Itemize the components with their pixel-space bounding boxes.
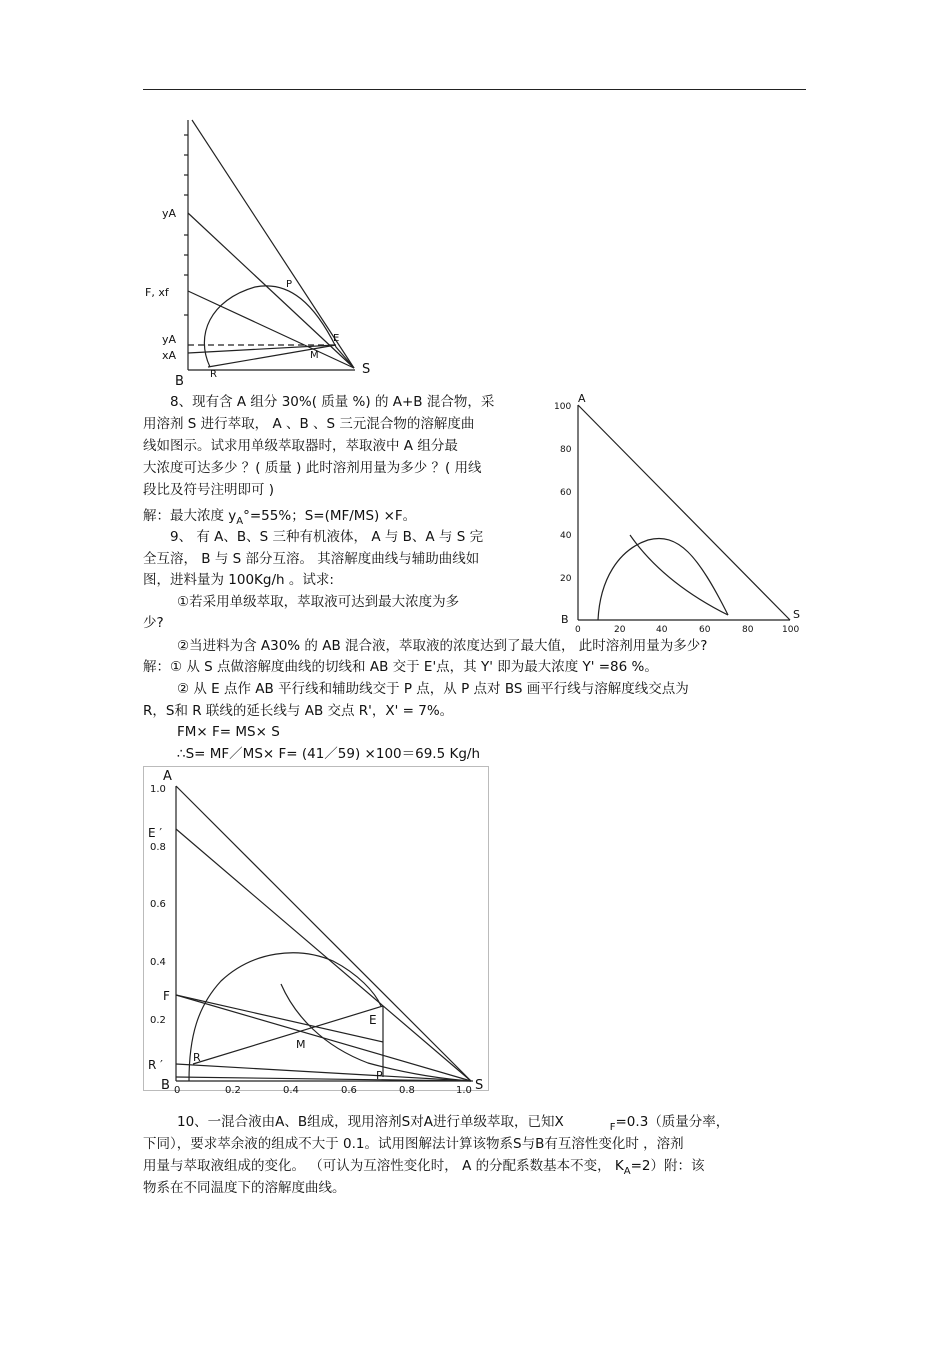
fig3-xtick-0.8: 0.8 (399, 1085, 415, 1096)
fig2-ytick-40: 40 (560, 531, 572, 541)
q9-line-9: R，S和 R 联线的延长线与 AB 交点 R'，X' = 7%。 (143, 703, 454, 719)
fig2-hypotenuse (578, 405, 790, 620)
fig3-xtick-0: 0 (174, 1085, 181, 1096)
q9-line-11: ∴S= MF／MS× F= (41／59) ×100＝69.5 Kg/h (177, 746, 480, 762)
fig3-xtick-0.2: 0.2 (225, 1085, 241, 1096)
fig2-xtick-0: 0 (575, 625, 581, 635)
fig2-ytick-20: 20 (560, 574, 572, 584)
figure-2-triangle-diagram (548, 390, 810, 635)
fig2-ytick-100: 100 (554, 402, 572, 412)
q10-line-2: 下同），要求萃余液的组成不大于 0.1。试用图解法计算该物系S与B有互溶性变化时 ，溶剂 (143, 1136, 684, 1152)
q10-line-1-text: 10、一混合液由A、B组成，现用溶剂S对A进行单级萃取，已知X (177, 1114, 564, 1130)
fig3-ytick-0.8: 0.8 (150, 842, 166, 853)
fig2-xtick-20: 20 (614, 625, 626, 635)
figure-1-extraction-diagram (140, 115, 380, 390)
fig3-label-A: A (163, 769, 172, 784)
q8-line-4: 大浓度可达多少 ？( 质量 ) 此时溶剂用量为多少 ？( 用线 (143, 460, 482, 476)
fig3-label-E-prime: E ′ (148, 826, 163, 840)
q8-line-5: 段比及符号注明即可 ) (143, 482, 275, 498)
fig3-xtick-0.6: 0.6 (341, 1085, 357, 1096)
fig3-auxiliary-curve (281, 984, 471, 1081)
q10-line-1 (177, 1112, 729, 1134)
fig3-solubility-curve (189, 953, 381, 1081)
fig2-xtick-40: 40 (656, 625, 668, 635)
fig2-ytick-60: 60 (560, 488, 572, 498)
q9-line-7: 解：① 从 S 点做溶解度曲线的切线和 AB 交于 E'点，其 Y' 即为最大浓度 Y' =86 %。 (143, 659, 658, 675)
q9-line-3: 图，进料量为 100Kg/h 。试求: (143, 572, 334, 588)
fig2-solubility-curve (598, 538, 728, 620)
q9-line-4: ①若采用单级萃取，萃取液可达到最大浓度为多 (177, 594, 460, 610)
fig3-ytick-0.6: 0.6 (150, 899, 166, 910)
fig3-label-M: M (296, 1038, 306, 1051)
fig3-ytick-1: 1.0 (150, 784, 166, 795)
q9-line-5: 少? (143, 615, 164, 631)
fig3-label-R: R (193, 1051, 201, 1064)
q10-line-4: 物系在不同温度下的溶解度曲线。 (143, 1180, 346, 1196)
q8-line-1: 8、现有含 A 组分 30%( 质量 %) 的 A+B 混合物，采 (170, 394, 495, 410)
top-rule (143, 89, 806, 90)
fig1-label-R: R (210, 369, 217, 380)
fig3-frame (144, 767, 489, 1091)
fig1-label-F: F, xf (145, 286, 169, 299)
fig3-ytick-0.2: 0.2 (150, 1015, 166, 1026)
fig1-label-yA-top: yA (162, 207, 177, 220)
fig3-xtick-1.0: 1.0 (456, 1085, 472, 1096)
fig3-label-S: S (475, 1078, 484, 1093)
fig3-label-E: E (369, 1013, 377, 1027)
fig2-label-B: B (561, 613, 569, 626)
fig2-auxiliary-curve (630, 535, 728, 615)
q9-line-2: 全互溶， B 与 S 部分互溶。 其溶解度曲线与辅助曲线如 (143, 551, 480, 567)
fig2-xtick-80: 80 (742, 625, 754, 635)
q10-line-1-tail: =0.3（质量分率， (615, 1114, 730, 1130)
q9-line-6: ②当进料为含 A30% 的 AB 混合液，萃取液的浓度达到了最大值， 此时溶剂用量为多少? (177, 638, 708, 654)
q9-line-1: 9、 有 A、B、S 三种有机液体， A 与 B、A 与 S 完 (170, 529, 484, 545)
q8-answer-pre: 解：最大浓度 y (143, 508, 237, 524)
q10-line-1-sub: F (609, 1122, 616, 1133)
q10-line-3-tail: =2）附：该 (630, 1158, 705, 1174)
fig1-label-xA: xA (162, 349, 177, 362)
figure-3-triangle-diagram (143, 766, 491, 1096)
fig1-label-M: M (310, 350, 319, 361)
fig2-xtick-60: 60 (699, 625, 711, 635)
fig3-line-F-E-tie (176, 995, 383, 1042)
fig2-xtick-100: 100 (782, 625, 800, 635)
q10-line-3-text: 用量与萃取液组成的变化。 （可认为互溶性变化时， A 的分配系数基本不变， K (143, 1158, 624, 1174)
fig1-label-S: S (362, 362, 371, 377)
fig3-label-R-prime: R ′ (148, 1058, 163, 1072)
fig1-label-P: P (286, 279, 293, 290)
fig1-label-B: B (175, 374, 184, 389)
fig3-label-B: B (161, 1078, 170, 1093)
fig2-label-S: S (793, 608, 800, 621)
fig1-label-yA-low: yA (162, 333, 177, 346)
q9-line-10: FM× F= MS× S (177, 724, 280, 740)
q8-line-2: 用溶剂 S 进行萃取， A 、B 、S 三元混合物的溶解度曲 (143, 416, 475, 432)
fig3-xtick-0.4: 0.4 (283, 1085, 299, 1096)
fig1-label-E: E (333, 333, 340, 344)
q8-line-3: 线如图示。试求用单级萃取器时，萃取液中 A 组分最 (143, 438, 458, 454)
fig1-ticks (184, 135, 188, 315)
fig3-ytick-0.4: 0.4 (150, 957, 166, 968)
q10-line-3 (143, 1156, 705, 1178)
fig3-label-F: F (163, 989, 170, 1003)
fig3-hypotenuse (176, 786, 471, 1081)
fig3-line-E-prime (176, 829, 471, 1081)
q8-answer-post: °=55%；S=(MF/MS) ×F。 (243, 508, 417, 524)
q10-line-3-sub: A (623, 1166, 631, 1177)
fig2-ytick-80: 80 (560, 445, 572, 455)
q8-answer-sub: A (236, 516, 244, 527)
q8-answer (143, 506, 416, 528)
fig2-label-A: A (578, 392, 586, 405)
q9-line-8: ② 从 E 点作 AB 平行线和辅助线交于 P 点，从 P 点对 BS 画平行线与溶解度线交点为 (177, 681, 689, 697)
fig3-label-P: P (376, 1069, 383, 1082)
